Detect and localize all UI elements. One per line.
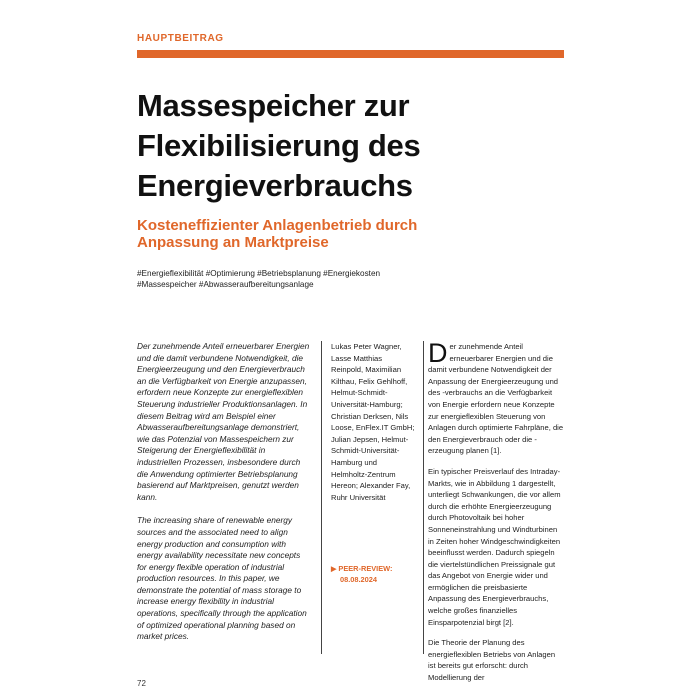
article-subtitle	[137, 217, 567, 251]
author-list: Lukas Peter Wagner, Lasse Matthias Reinpold, Maximilian Kilthau, Felix Gehlhoff, Helmut-Schmidt-Universität-Hamburg; Christian Derksen, Nils Loose, EnFlex.IT GmbH; Julian Jepsen, Helmut-Schmidt-Universität-Hamburg und Helmholtz-Zentrum Hereon; Alexander Fay, Ruhr Universität	[331, 342, 415, 502]
column-divider	[321, 341, 322, 654]
subtitle-line: Anpassung an Marktpreise	[137, 234, 329, 251]
header-rule	[137, 50, 564, 58]
peer-review-label: PEER-REVIEW:	[338, 564, 393, 573]
article-title	[137, 86, 567, 206]
tags-line: #Energieflexibilität #Optimierung #Betriebsplanung #Energiekosten	[137, 269, 381, 278]
body-paragraph: Ein typischer Preisverlauf des Intraday-Markts, wie in Abbildung 1 dargestellt, unterliegt Schwankungen, die vor allem durch die erhöhte Energieerzeugung durch Photovoltaik bei hoher Sonneneinstrahlung und Windturbinen in Zeiten hoher Windgeschwindigkeiten beeinflusst werden. Dadurch spiegeln die viertelstündlichen Preissignale gut das Angebot von Energie wider und ermöglichen die preisbasierte Anpassung des Energieverbrauchs, welche großes finanzielles Einsparpotenzial birgt [2].	[428, 466, 561, 627]
body-paragraph	[428, 338, 564, 457]
triangle-right-icon: ▶	[331, 566, 337, 573]
title-line: Flexibilisierung des	[137, 128, 421, 163]
page-number: 72	[137, 679, 146, 688]
keyword-tags	[137, 268, 567, 290]
abstract-german: Der zunehmende Anteil erneuerbarer Energien und die damit verbundene Notwendigkeit, die Energieerzeugung und den Energieverbrauch an die Verfügbarkeit von Energie anzupassen, erfordern neue Konzepte zur energieflexiblen Steuerung industrieller Produktionsanlagen. In diesem Beitrag wird am Beispiel einer Abwasseraufbereitungsanlage demonstriert, wie das Potenzial von Massespeichern zur Steigerung der Energieflexibilität in industriellen Prozessen, insbesondere durch die Anwendung optimierter Betriebsplanung basierend auf Marktpreisen, genutzt werden kann.	[137, 341, 310, 502]
drop-cap: D	[428, 338, 448, 368]
body-paragraph: Die Theorie der Planung des energieflexiblen Betriebs von Anlagen ist bereits gut erforscht: durch Modellierung der	[428, 638, 556, 683]
peer-review-note	[331, 564, 415, 585]
body-text	[428, 338, 564, 693]
column-divider	[423, 341, 424, 654]
tags-line: #Massespeicher #Abwasseraufbereitungsanlage	[137, 280, 314, 289]
abstract-english: The increasing share of renewable energy sources and the associated need to align energy production and consumption with energy availability necessitate new concepts for energy flexible operation of industrial production resources. In this paper, we demonstrate the potential of mass storage to increase energy flexibility in industrial operations, specifically through the application of optimized operational planning based on market prices.	[137, 515, 307, 642]
abstract	[137, 341, 311, 651]
title-line: Massespeicher zur	[137, 88, 410, 123]
paragraph-text: er zunehmende Anteil erneuerbarer Energien und die damit verbundene Notwendigkeit der Anpassung der Energieerzeugung und des -verbrauchs an die Verfügbarkeit von Energie erfordern neue Konzepte zur energieflexiblen Steuerung von Anlagen durch optimierte Fahrpläne, die den Energieverbrauch oder die -erzeugung planen [1].	[428, 342, 564, 456]
title-line: Energieverbrauchs	[137, 168, 413, 203]
section-label: HAUPTBEITRAG	[137, 33, 224, 44]
peer-review-date: 08.08.2024	[340, 575, 377, 584]
subtitle-line: Kosteneffizienter Anlagenbetrieb durch	[137, 217, 418, 234]
